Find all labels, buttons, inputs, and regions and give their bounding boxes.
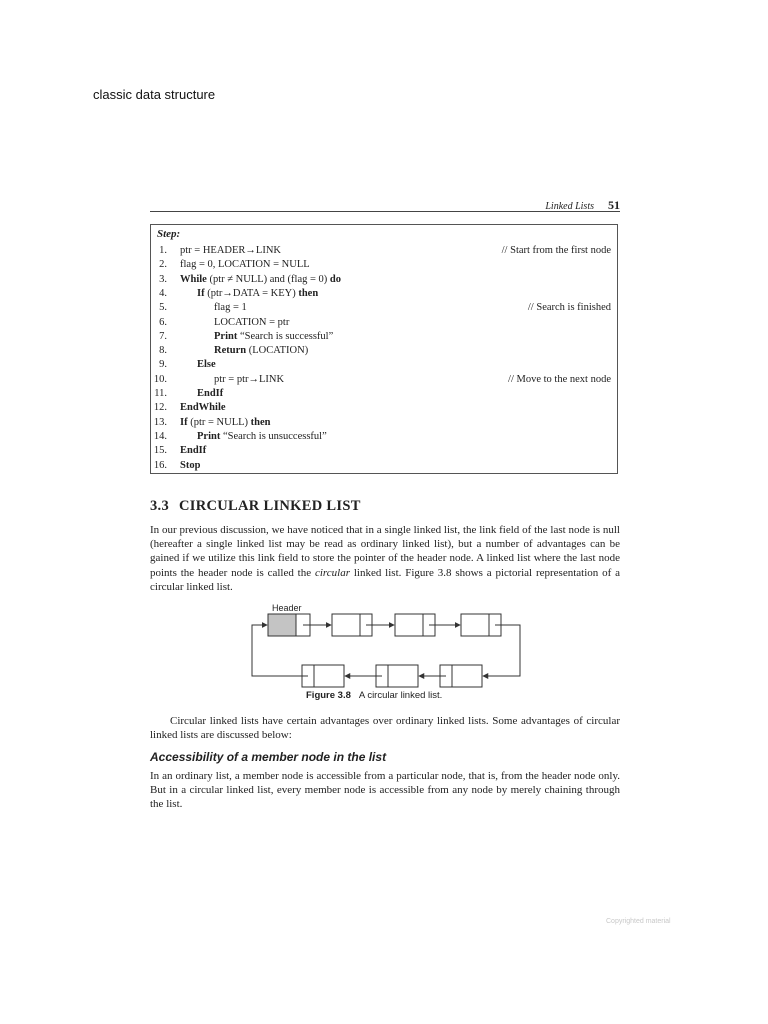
paragraph-accessibility: In an ordinary list, a member node is accessible from a particular node, that is, from the header node only. But in a circular linked list, every member node is accessible from any node by merely chaining through the list. xyxy=(150,770,620,811)
algorithm-line xyxy=(151,388,617,402)
algorithm-line-number: 16. xyxy=(153,459,167,471)
algorithm-line xyxy=(151,359,617,373)
subheading: Accessibility of a member node in the list xyxy=(150,750,387,764)
algorithm-line-code xyxy=(214,345,308,356)
algorithm-keyword: Stop xyxy=(180,459,201,471)
algorithm-line-code xyxy=(180,274,341,285)
algorithm-line-number: 12. xyxy=(153,402,167,414)
algorithm-line-code xyxy=(197,288,318,299)
algorithm-line-number: 10. xyxy=(153,373,167,385)
algorithm-line xyxy=(151,259,617,273)
algorithm-keyword: Print xyxy=(197,430,221,442)
algorithm-line-code xyxy=(180,460,200,471)
algorithm-line-number: 8. xyxy=(159,345,167,357)
algorithm-text: ptr = ptr→LINK xyxy=(214,373,285,385)
algorithm-line-code xyxy=(197,431,327,442)
header-node xyxy=(268,614,296,636)
algorithm-keyword: EndIf xyxy=(197,388,224,399)
copyright-watermark: Copyrighted material xyxy=(606,918,671,925)
algorithm-text: (ptr ≠ NULL) and (flag = 0) xyxy=(206,273,330,285)
algorithm-keyword: do xyxy=(329,273,341,285)
algorithm-keyword: Else xyxy=(197,359,216,371)
algorithm-keyword: then xyxy=(250,416,271,428)
figure-caption-label: Figure 3.8 xyxy=(306,690,351,701)
algorithm-keyword: If xyxy=(197,287,205,299)
figure-caption xyxy=(306,690,442,701)
algorithm-line xyxy=(151,317,617,331)
algorithm-keyword: EndIf xyxy=(180,445,207,457)
section-heading xyxy=(150,498,361,515)
algorithm-text: (ptr = NULL) xyxy=(187,416,251,428)
header-rule xyxy=(150,211,620,212)
algorithm-line-number: 4. xyxy=(159,287,167,299)
algorithm-keyword: then xyxy=(298,287,319,299)
algorithm-line-code xyxy=(214,331,333,342)
document-title: classic data structure xyxy=(93,87,216,102)
algorithm-line-number: 6. xyxy=(159,316,167,328)
algorithm-line-code xyxy=(214,302,247,313)
algorithm-keyword: Print xyxy=(214,330,238,342)
running-head-title: Linked Lists xyxy=(545,201,594,212)
algorithm-line xyxy=(151,302,617,316)
algorithm-text: flag = 1 xyxy=(214,302,247,314)
list-node-3 xyxy=(461,614,489,636)
figure-header-label: Header xyxy=(272,603,302,613)
algorithm-text: flag = 0, LOCATION = NULL xyxy=(180,259,310,271)
algorithm-line-number: 14. xyxy=(153,430,167,442)
algorithm-text: (ptr→DATA = KEY) xyxy=(204,287,299,299)
algorithm-line xyxy=(151,288,617,302)
algorithm-line xyxy=(151,460,617,474)
section-number: 3.3 xyxy=(150,498,170,514)
algorithm-line-number: 2. xyxy=(159,259,167,271)
algorithm-keyword: Return xyxy=(214,345,247,357)
paragraph-advantages: Circular linked lists have certain advantages over ordinary linked lists. Some advantages of circular linked lists are discussed below: xyxy=(150,715,620,742)
algorithm-text: LOCATION = ptr xyxy=(214,316,290,328)
algorithm-line xyxy=(151,445,617,459)
paragraph-intro-emphasis: circular xyxy=(314,566,350,579)
algorithm-text: ptr = HEADER→LINK xyxy=(180,245,281,256)
figure-caption-text: A circular linked list. xyxy=(358,690,443,701)
algorithm-line-comment: // Move to the next node xyxy=(508,373,611,385)
algorithm-line-number: 15. xyxy=(153,445,167,457)
algorithm-text: (LOCATION) xyxy=(246,345,309,357)
algorithm-line-number: 5. xyxy=(159,302,167,314)
page-number: 51 xyxy=(608,198,620,212)
list-node-6-data xyxy=(314,665,344,687)
algorithm-line-code xyxy=(197,388,223,399)
algorithm-line-code xyxy=(180,259,310,270)
algorithm-line xyxy=(151,417,617,431)
algorithm-line xyxy=(151,402,617,416)
algorithm-line xyxy=(151,374,617,388)
algorithm-keyword: While xyxy=(180,273,207,285)
algorithm-line xyxy=(151,274,617,288)
list-node-2 xyxy=(395,614,423,636)
algorithm-line-code xyxy=(197,359,216,370)
algorithm-text: “Search is successful” xyxy=(237,330,334,342)
algorithm-line-number: 1. xyxy=(159,245,167,256)
list-node-1 xyxy=(332,614,360,636)
algorithm-text: “Search is unsuccessful” xyxy=(220,430,327,442)
section-title: CIRCULAR LINKED LIST xyxy=(179,498,361,514)
algorithm-line-number: 9. xyxy=(159,359,167,371)
algorithm-line-comment: // Search is finished xyxy=(527,302,611,314)
algorithm-line-code xyxy=(180,445,206,456)
algorithm-line-number: 13. xyxy=(153,416,167,428)
algorithm-keyword: If xyxy=(180,416,188,428)
algorithm-line-code xyxy=(180,245,281,256)
list-node-5-data xyxy=(388,665,418,687)
paragraph-intro-before: In our previous discussion, we have noticed that in a single linked list, the link field of the last node is null (hereafter a single linked list may be read as ordinary linked list), but a number of advantages can be gained if we utilize this link field to store the pointer of the header node. A linked list where the last node points the header node is called the xyxy=(150,524,620,579)
algorithm-line-comment: // Start from the first node xyxy=(501,245,611,256)
algorithm-step-label: Step: xyxy=(157,228,181,240)
algorithm-line-number: 11. xyxy=(154,388,167,399)
algorithm-box xyxy=(150,224,618,474)
algorithm-line-code xyxy=(214,317,289,328)
algorithm-line-code xyxy=(180,417,271,428)
list-node-4-data xyxy=(452,665,482,687)
algorithm-line-code xyxy=(214,374,284,385)
algorithm-line-number: 7. xyxy=(159,330,167,342)
algorithm-line xyxy=(151,345,617,359)
paragraph-intro xyxy=(150,523,620,594)
algorithm-keyword: EndWhile xyxy=(180,402,226,414)
paragraph-intro-after: linked list. Figure 3.8 shows a pictorial representation of a circular linked list. xyxy=(150,566,620,593)
algorithm-line-number: 3. xyxy=(159,273,167,285)
algorithm-line xyxy=(151,245,617,259)
algorithm-line xyxy=(151,331,617,345)
algorithm-line-code xyxy=(180,402,226,413)
algorithm-line xyxy=(151,431,617,445)
